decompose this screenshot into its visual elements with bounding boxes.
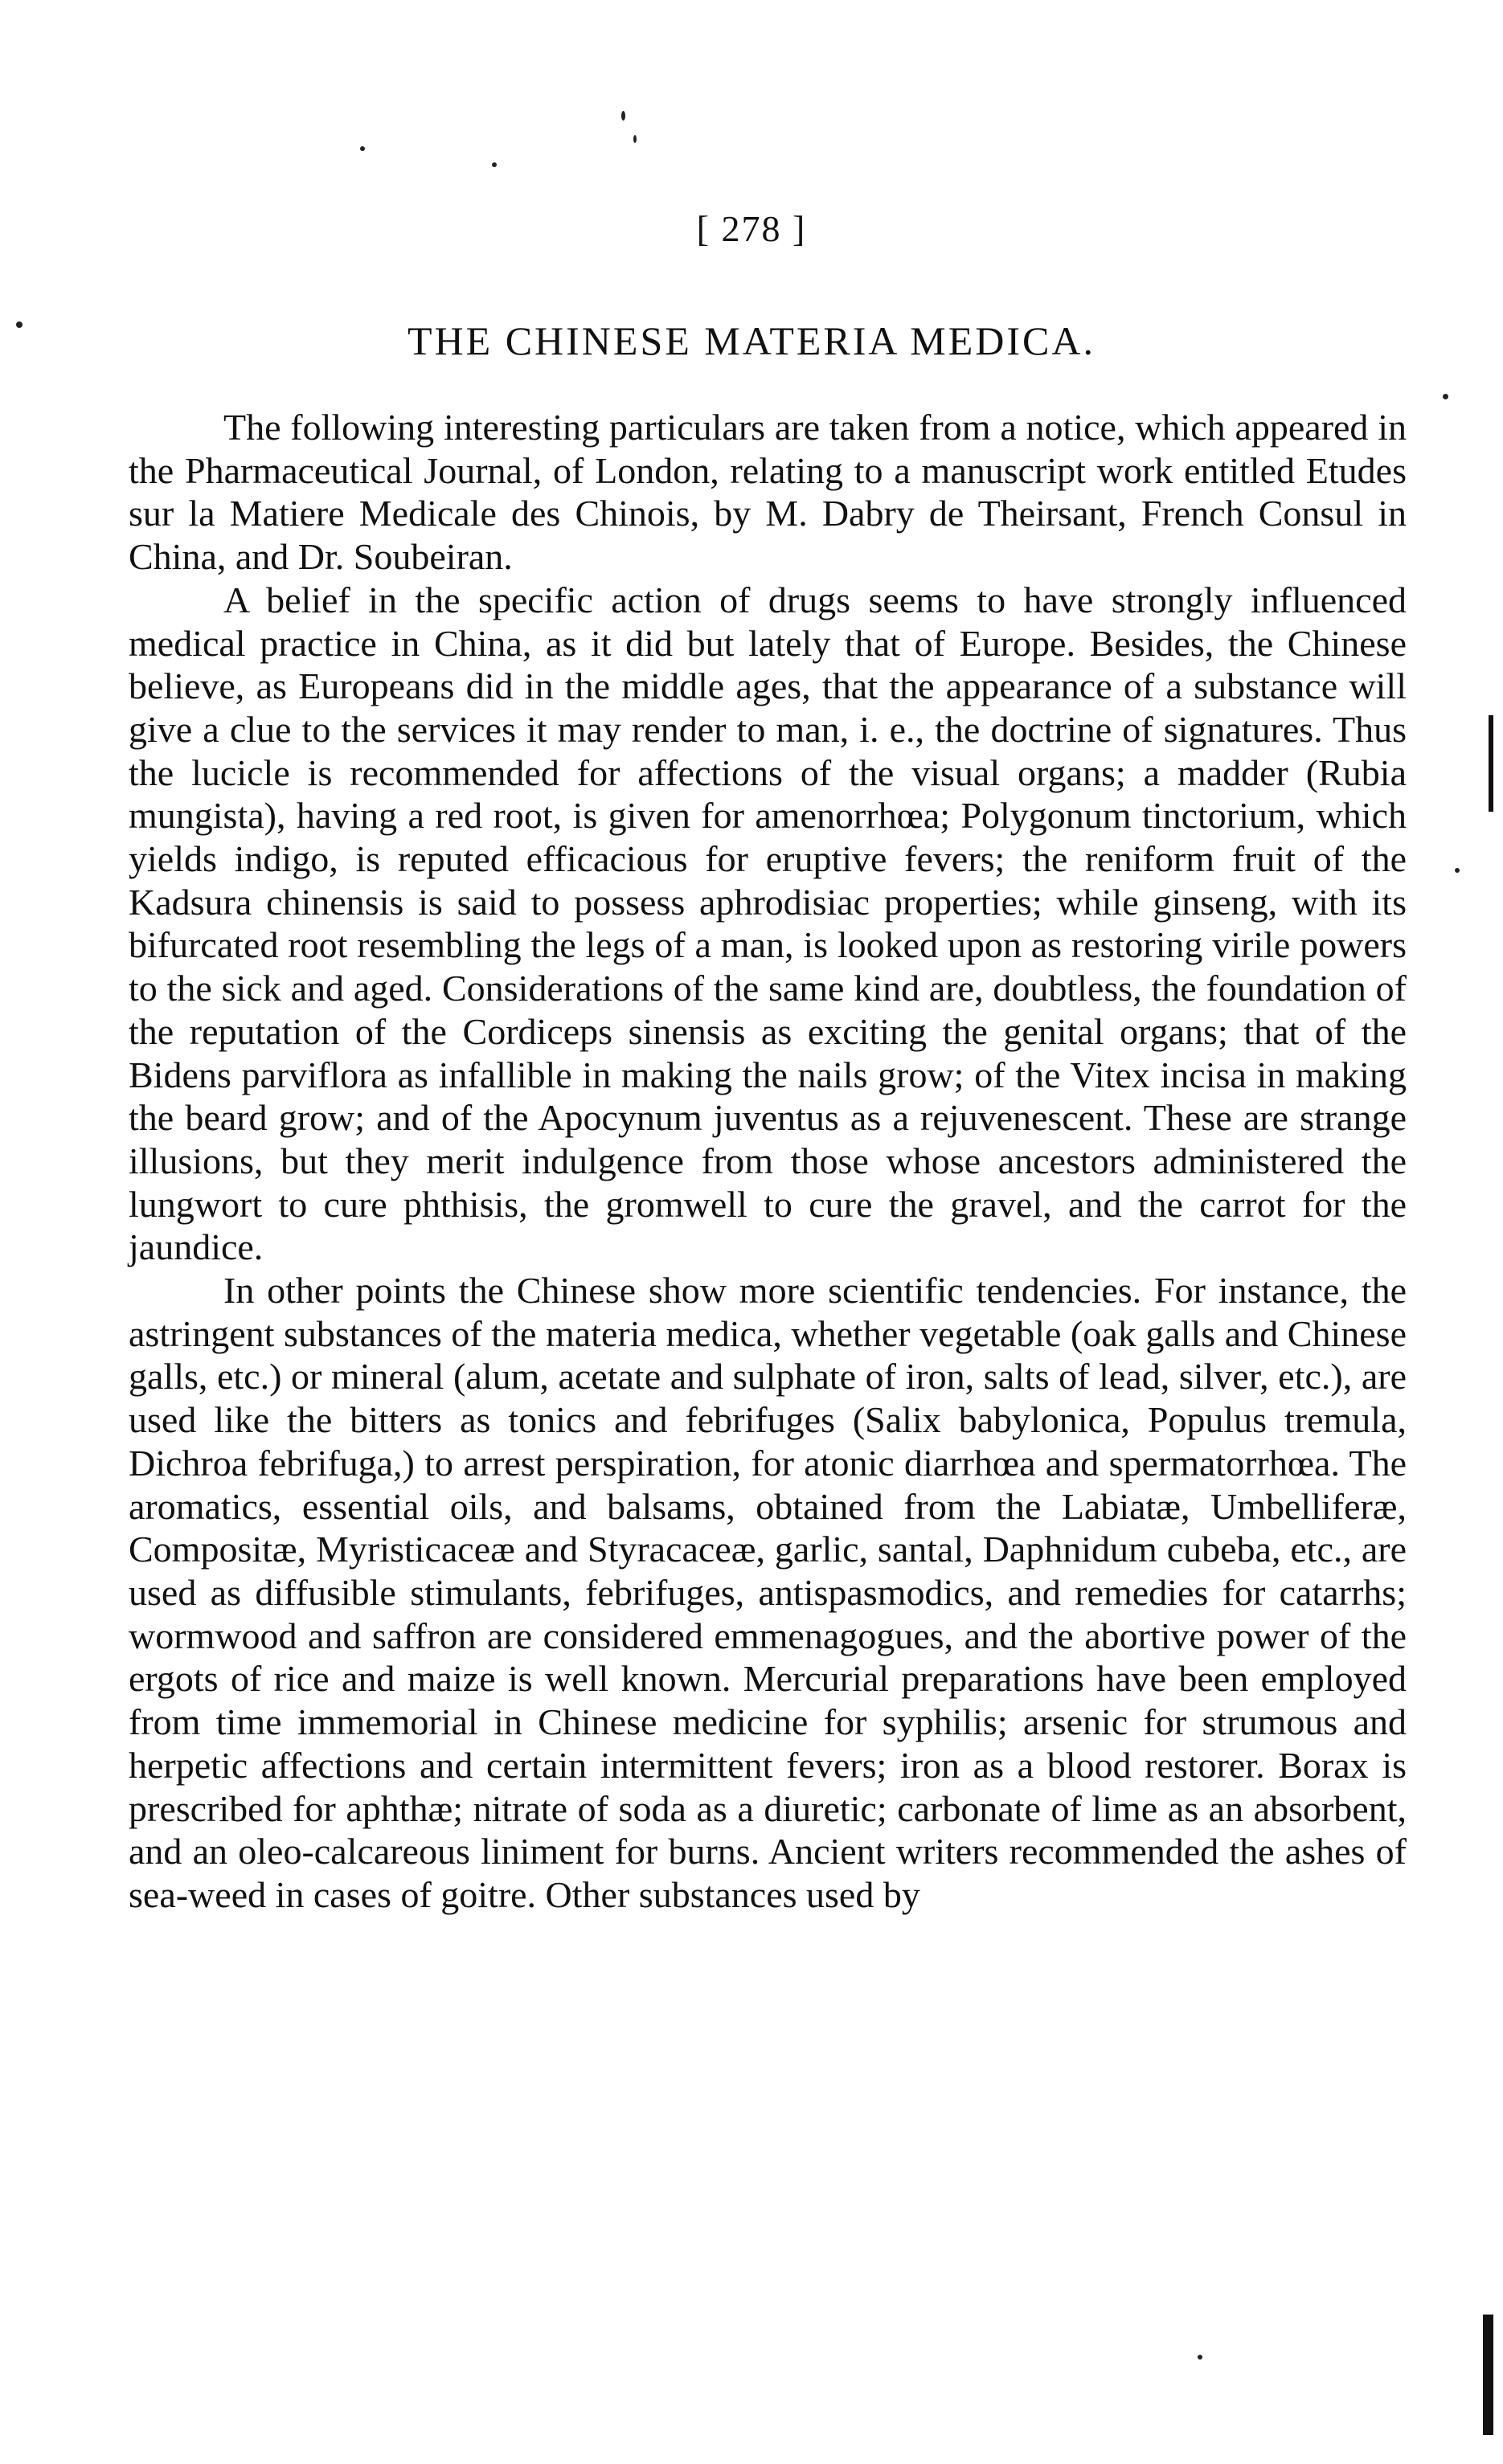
scan-speck xyxy=(492,162,497,167)
page-number: [ 278 ] xyxy=(696,208,807,249)
scan-speck xyxy=(1443,394,1448,399)
page-edge-shadow xyxy=(1489,715,1493,812)
page-title: THE CHINESE MATERIA MEDICA. xyxy=(407,318,1096,363)
paragraph-intro: The following interesting particulars are taken from a notice, which appeared in the Pharmaceutical Journal, of London, relating to a manuscript work entitled Etudes sur la Matiere Medicale des Chinois, by M. Dabry de Theirsant, French Consul in China, and Dr. Soubeiran. xyxy=(129,407,1407,578)
scan-speck xyxy=(1198,2355,1202,2360)
scan-speck xyxy=(633,135,637,143)
paragraph-signatures: A belief in the specific action of drugs seems to have strongly influenced medical practice in China, as it did but lately that of Europe. Besides, the Chinese believe, as Europeans did in the middle ages, that the appearance of a substance will give a clue to the services it may render to man, i. e., the doctrine of signatures. Thus the lucicle is recommended for affections of the visual organs; a madder (Rubia mungista), having a red root, is given for amenorrhœa; Polygonum tinctorium, which yields indigo, is reputed efficacious for eruptive fevers; the reniform fruit of the Kadsura chinensis is said to possess aphrodisiac properties; while ginseng, with its bifurcated root resembling the legs of a man, is looked upon as restoring virile powers to the sick and aged. Considerations of the same kind are, doubtless, the foundation of the reputation of the Cordiceps sinensis as exciting the genital organs; that of the Bidens parviflora as infallible in making the nails grow; of the Vitex incisa in making the beard grow; and of the Apocynum juventus as a rejuvenescent. These are strange illusions, but they merit indulgence from those whose ancestors administered the lungwort to cure phthisis, the gromwell to cure the gravel, and the carrot for the jaundice. xyxy=(129,579,1407,1268)
scan-speck xyxy=(621,111,625,121)
scan-speck xyxy=(360,146,365,151)
scan-speck xyxy=(1455,868,1460,873)
paragraph-scientific: In other points the Chinese show more scientific tendencies. For instance, the astringent substances of the materia medica, whether vegetable (oak galls and Chinese galls, etc.) or mineral (alum, acetate and sulphate of iron, salts of lead, silver, etc.), are used like the bitters as tonics and febrifuges (Salix babylonica, Populus tremula, Dichroa febrifuga,) to arrest perspiration, for atonic diarrhœa and spermatorrhœa. The aromatics, essential oils, and balsams, obtained from the Labiatæ, Umbelliferæ, Compositæ, Myristicaceæ and Styracaceæ, garlic, santal, Daphnidum cubeba, etc., are used as diffusible stimulants, febrifuges, antispasmodics, and remedies for catarrhs; wormwood and saffron are considered emmenagogues, and the abortive power of the ergots of rice and maize is well known. Mercurial preparations have been employed from time immemorial in Chinese medicine for syphilis; arsenic for strumous and herpetic affections and certain intermittent fevers; iron as a blood restorer. Borax is prescribed for aphthæ; nitrate of soda as a diuretic; carbonate of lime as an absorbent, and an oleo-calcareous liniment for burns. Ancient writers recommended the ashes of sea-weed in cases of goitre. Other substances used by xyxy=(129,1270,1407,1915)
article-body xyxy=(129,406,1407,1917)
page-edge-shadow xyxy=(1483,2315,1493,2435)
